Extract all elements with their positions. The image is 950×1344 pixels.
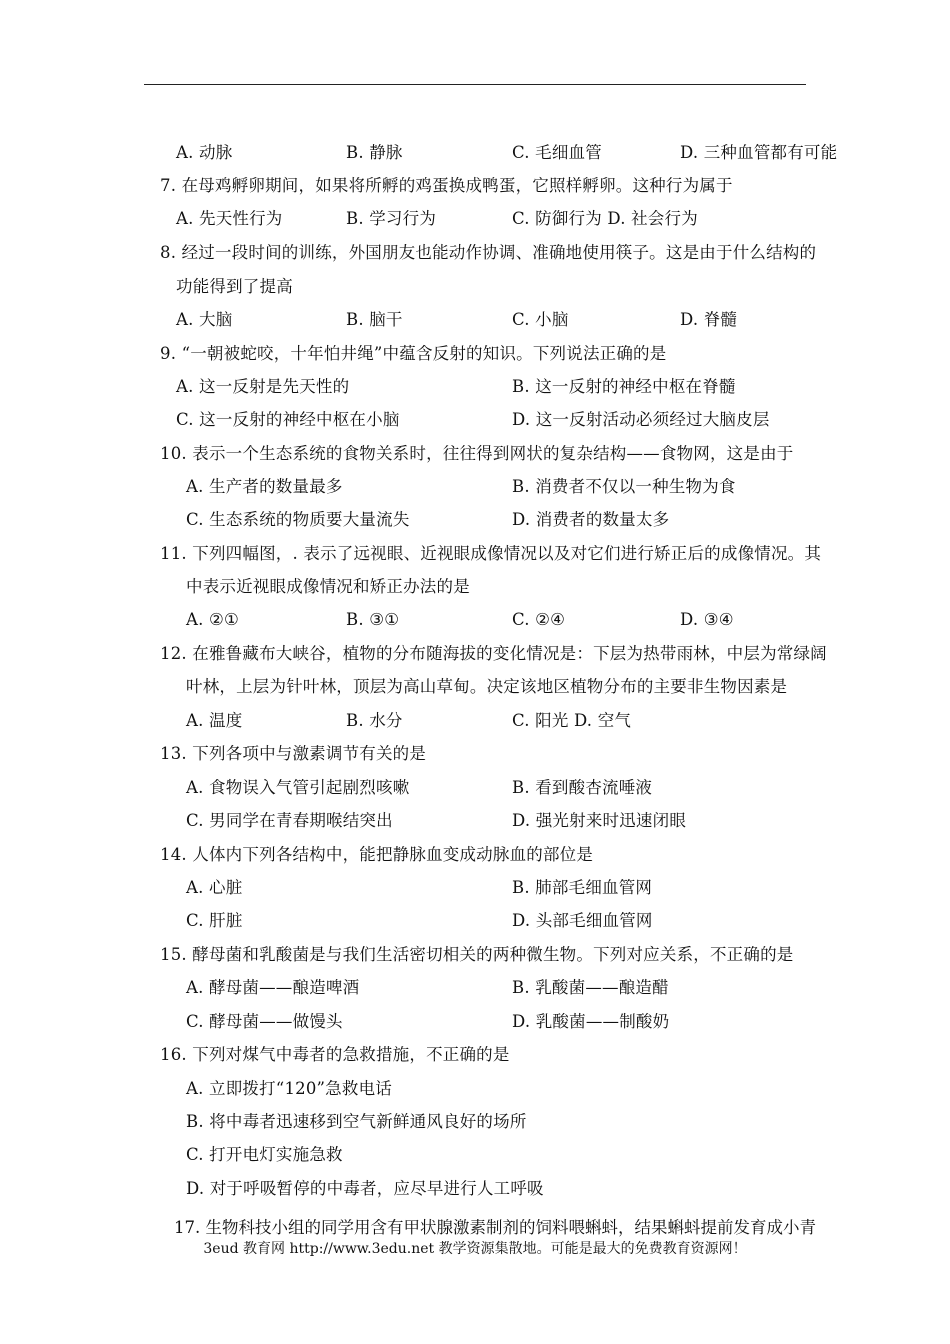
q14-option-d: D. 头部毛细血管网 (512, 911, 653, 930)
q9-stem: 9. “一朝被蛇咬，十年怕井绳”中蕴含反射的知识。下列说法正确的是 (160, 344, 667, 363)
q7-option-a: A. 先天性行为 (176, 209, 283, 228)
q17-cutoff-text: 17. 生物科技小组的同学用含有甲状腺激素制剂的饲料喂蝌蚪，结果蝌蚪提前发育成小青 (174, 1218, 816, 1237)
q9-option-a: A. 这一反射是先天性的 (176, 377, 350, 396)
q10-option-b: B. 消费者不仅以一种生物为食 (512, 477, 736, 496)
q8-stem-line2: 功能得到了提高 (176, 277, 293, 296)
q12-stem-line1: 12. 在雅鲁藏布大峡谷，植物的分布随海拔的变化情况是：下层为热带雨林，中层为常绿阔 (160, 644, 827, 663)
q8-option-a: A. 大脑 (176, 310, 233, 329)
q10-option-d: D. 消费者的数量太多 (512, 510, 670, 529)
q16-option-d: D. 对于呼吸暂停的中毒者，应尽早进行人工呼吸 (186, 1179, 544, 1198)
q15-option-d: D. 乳酸菌——制酸奶 (512, 1012, 670, 1031)
q16-option-c: C. 打开电灯实施急救 (186, 1145, 343, 1164)
q7-option-b: B. 学习行为 (346, 209, 437, 228)
q12-stem-line2: 叶林，上层为针叶林，顶层为高山草甸。决定该地区植物分布的主要非生物因素是 (186, 677, 788, 696)
q16-stem: 16. 下列对煤气中毒者的急救措施，不正确的是 (160, 1045, 510, 1064)
q15-option-a: A. 酵母菌——酿造啤酒 (186, 978, 360, 997)
q12-option-a: A. 温度 (186, 711, 243, 730)
q15-option-b: B. 乳酸菌——酿造醋 (512, 978, 669, 997)
q6-option-b: B. 静脉 (346, 143, 403, 162)
q8-option-c: C. 小脑 (512, 310, 569, 329)
q16-option-a: A. 立即拨打“120”急救电话 (186, 1079, 392, 1098)
page-footer: 3eud 教育网 http://www.3edu.net 教学资源集散地。可能是最大的免费教育资源网！ (203, 1241, 747, 1257)
q14-option-a: A. 心脏 (186, 878, 243, 897)
q17-cutoff-line (174, 1208, 874, 1237)
q11-stem-line2: 中表示近视眼成像情况和矫正办法的是 (186, 577, 470, 596)
q11-option-b: B. ③① (346, 610, 400, 629)
q11-option-c: C. ②④ (512, 610, 566, 629)
q10-option-a: A. 生产者的数量最多 (186, 477, 343, 496)
q13-option-d: D. 强光射来时迅速闭眼 (512, 811, 687, 830)
q7-option-cd: C. 防御行为 D. 社会行为 (512, 209, 698, 228)
q15-stem: 15. 酵母菌和乳酸菌是与我们生活密切相关的两种微生物。下列对应关系，不正确的是 (160, 945, 794, 964)
q6-option-d: D. 三种血管都有可能 (680, 143, 838, 162)
q13-option-a: A. 食物误入气管引起剧烈咳嗽 (186, 778, 410, 797)
q14-stem: 14. 人体内下列各结构中，能把静脉血变成动脉血的部位是 (160, 845, 594, 864)
q10-option-c: C. 生态系统的物质要大量流失 (186, 510, 410, 529)
header-rule (144, 84, 806, 85)
q13-option-b: B. 看到酸杏流唾液 (512, 778, 653, 797)
q9-option-c: C. 这一反射的神经中枢在小脑 (176, 410, 400, 429)
q6-option-a: A. 动脉 (176, 143, 233, 162)
q15-option-c: C. 酵母菌——做馒头 (186, 1012, 343, 1031)
q10-stem: 10. 表示一个生态系统的食物关系时，往往得到网状的复杂结构——食物网，这是由于 (160, 444, 794, 463)
q12-option-b: B. 水分 (346, 711, 403, 730)
q14-option-b: B. 肺部毛细血管网 (512, 878, 653, 897)
q16-option-b: B. 将中毒者迅速移到空气新鲜通风良好的场所 (186, 1112, 527, 1131)
q6-option-c: C. 毛细血管 (512, 143, 602, 162)
q12-option-cd: C. 阳光 D. 空气 (512, 711, 632, 730)
q13-stem: 13. 下列各项中与激素调节有关的是 (160, 744, 427, 763)
q8-option-d: D. 脊髓 (680, 310, 738, 329)
q11-option-a: A. ②① (186, 610, 239, 629)
q7-stem: 7. 在母鸡孵卵期间，如果将所孵的鸡蛋换成鸭蛋，它照样孵卵。这种行为属于 (160, 176, 733, 195)
q11-stem-line1: 11. 下列四幅图，. 表示了远视眼、近视眼成像情况以及对它们进行矫正后的成像情况。其 (160, 544, 822, 563)
q8-option-b: B. 脑干 (346, 310, 403, 329)
q11-option-d: D. ③④ (680, 610, 734, 629)
q8-stem-line1: 8. 经过一段时间的训练，外国朋友也能动作协调、准确地使用筷子。这是由于什么结构的 (160, 243, 817, 262)
q14-option-c: C. 肝脏 (186, 911, 243, 930)
q9-option-d: D. 这一反射活动必须经过大脑皮层 (512, 410, 770, 429)
q9-option-b: B. 这一反射的神经中枢在脊髓 (512, 377, 736, 396)
q13-option-c: C. 男同学在青春期喉结突出 (186, 811, 393, 830)
